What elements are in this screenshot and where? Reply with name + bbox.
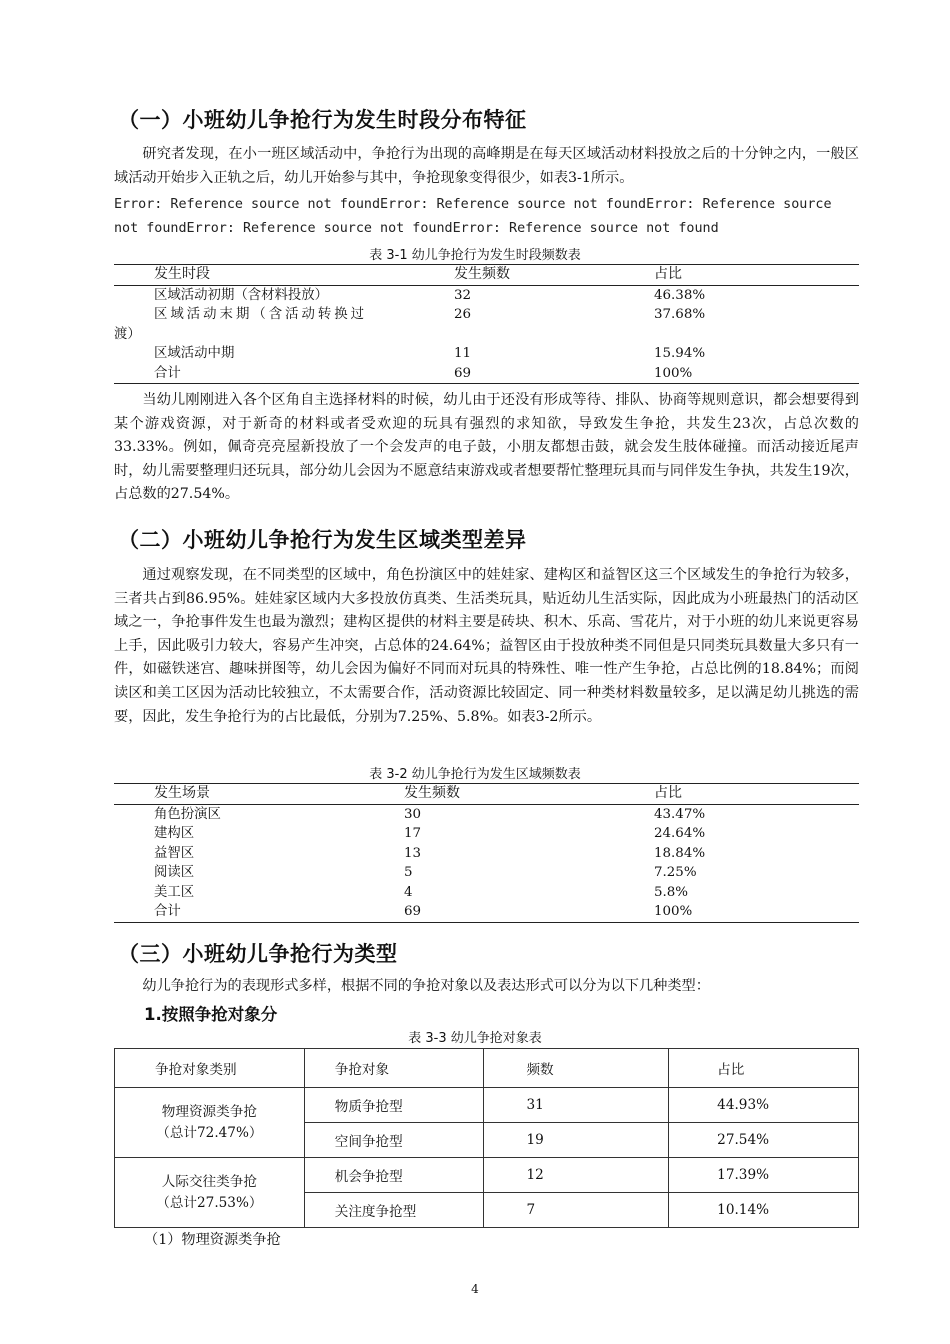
table-3-1-caption: 表 3-1 幼儿争抢行为发生时段频数表 bbox=[369, 248, 581, 263]
table-3-1 bbox=[114, 264, 859, 384]
table-cell: 27.54% bbox=[669, 1123, 859, 1158]
section-3-paragraph-1: 幼儿争抢行为的表现形式多样，根据不同的争抢对象以及表达形式可以分为以下几种类型： bbox=[142, 978, 710, 994]
table-cell: 渡） bbox=[114, 326, 141, 342]
table-cell: 13 bbox=[404, 845, 422, 861]
table-cell: 18.84% bbox=[654, 845, 706, 861]
header-cell: 占比 bbox=[654, 265, 859, 286]
table-row bbox=[114, 902, 859, 922]
table-3-2 bbox=[114, 783, 859, 923]
table-row bbox=[114, 344, 859, 364]
table-cell: 11 bbox=[454, 346, 472, 361]
table-cell: 100% bbox=[654, 364, 859, 384]
table-row bbox=[114, 863, 859, 883]
table-cell: 17.39% bbox=[669, 1158, 859, 1193]
header-cell: 占比 bbox=[654, 784, 859, 805]
header-cell: 频数 bbox=[484, 1049, 669, 1088]
table-3-3-caption: 表 3-3 幼儿争抢对象表 bbox=[408, 1031, 542, 1046]
table-cell: 4 bbox=[404, 884, 413, 900]
table-cell: 7 bbox=[484, 1193, 669, 1228]
category-total: （总计72.47%） bbox=[156, 1124, 263, 1141]
table-cell: 区域活动中期 bbox=[154, 346, 235, 361]
table-3-2-caption: 表 3-2 幼儿争抢行为发生区域频数表 bbox=[369, 767, 581, 782]
table-cell: 关注度争抢型 bbox=[304, 1193, 484, 1228]
header-cell: 占比 bbox=[669, 1049, 859, 1088]
table-cell: 37.68% bbox=[654, 307, 706, 322]
category-name: 物理资源类争抢 bbox=[161, 1103, 257, 1120]
table-cell: 44.93% bbox=[669, 1088, 859, 1123]
table-cell: 19 bbox=[484, 1123, 669, 1158]
table-cell bbox=[454, 325, 654, 345]
table-cell: 建构区 bbox=[154, 826, 195, 841]
table-cell: 机会争抢型 bbox=[304, 1158, 484, 1193]
section-1-heading: （一）小班幼儿争抢行为发生时段分布特征 bbox=[118, 108, 527, 132]
table-cell bbox=[654, 325, 859, 345]
table-cell: 43.47% bbox=[654, 806, 706, 822]
table-row bbox=[115, 1158, 859, 1193]
error-line-1: Error: Reference source not foundError: Reference source not foundError: Reference source bbox=[114, 197, 832, 212]
header-cell: 发生场景 bbox=[114, 784, 404, 805]
table-header-row bbox=[115, 1049, 859, 1088]
header-cell: 发生时段 bbox=[114, 265, 454, 286]
header-cell: 发生频数 bbox=[404, 784, 654, 805]
table-cell: 空间争抢型 bbox=[304, 1123, 484, 1158]
table-cell: 合计 bbox=[114, 902, 404, 922]
table-cell: 区域活动末期（含活动转换过 bbox=[154, 307, 368, 322]
table-row bbox=[114, 883, 859, 903]
section-1-paragraph-2: 当幼儿刚刚进入各个区角自主选择材料的时候，幼儿由于还没有形成等待、排队、协商等规则意识，都会想要得到某个游戏资源，对于新奇的材料或者受欢迎的玩具有强烈的求知欲，导致发生争抢，共发生23次，占总次数的33.33%。例如，佩奇亮亮屋新投放了一个会发声的电子鼓，小朋友都想击鼓，就会发生肢体碰撞。而活动接近尾声时，幼儿需要整理归还玩具，部分幼儿会因为不愿意结束游戏或者想要帮忙整理玩具而与同伴发生争执，共发生19次，占总数的27.54%。 bbox=[114, 392, 859, 503]
table-row bbox=[115, 1088, 859, 1123]
category-cell bbox=[115, 1088, 305, 1158]
section-3-heading: （三）小班幼儿争抢行为类型 bbox=[118, 942, 398, 966]
table-row bbox=[114, 364, 859, 384]
table-row bbox=[114, 305, 859, 325]
section-2-heading: （二）小班幼儿争抢行为发生区域类型差异 bbox=[118, 528, 527, 552]
table-header-row bbox=[114, 784, 859, 805]
table-cell: 31 bbox=[484, 1088, 669, 1123]
table-cell: 69 bbox=[404, 902, 654, 922]
header-cell: 争抢对象 bbox=[304, 1049, 484, 1088]
table-cell: 角色扮演区 bbox=[154, 806, 221, 822]
table-3-3 bbox=[114, 1048, 859, 1228]
table-cell: 100% bbox=[654, 902, 859, 922]
subsection-label: （1）物理资源类争抢 bbox=[144, 1232, 281, 1248]
table-cell: 46.38% bbox=[654, 287, 706, 303]
table-cell: 24.64% bbox=[654, 826, 706, 841]
category-name: 人际交往类争抢 bbox=[161, 1173, 257, 1190]
table-header-row bbox=[114, 265, 859, 286]
table-cell: 30 bbox=[404, 806, 422, 822]
table-cell: 区域活动初期（含材料投放） bbox=[154, 287, 329, 303]
section-1-paragraph-1: 研究者发现，在小一班区域活动中，争抢行为出现的高峰期是在每天区域活动材料投放之后的十分钟之内，一般区域活动开始步入正轨之后，幼儿开始参与其中，争抢现象变得很少，如表3-1所示。 bbox=[114, 146, 859, 186]
table-cell: 10.14% bbox=[669, 1193, 859, 1228]
table-cell: 5 bbox=[404, 865, 413, 880]
table-row bbox=[114, 844, 859, 864]
category-total: （总计27.53%） bbox=[156, 1194, 263, 1211]
table-cell: 合计 bbox=[114, 364, 454, 384]
error-line-2: not foundError: Reference source not foundError: Reference source not found bbox=[114, 221, 719, 236]
table-row bbox=[114, 824, 859, 844]
table-cell: 益智区 bbox=[154, 845, 195, 861]
table-cell: 26 bbox=[454, 307, 472, 322]
header-cell: 争抢对象类别 bbox=[115, 1049, 305, 1088]
table-cell: 69 bbox=[454, 364, 654, 384]
table-row bbox=[114, 804, 859, 824]
table-row bbox=[114, 325, 859, 345]
category-cell bbox=[115, 1158, 305, 1228]
header-cell: 发生频数 bbox=[454, 265, 654, 286]
table-cell: 32 bbox=[454, 287, 472, 303]
table-cell: 美工区 bbox=[154, 884, 195, 900]
table-cell: 5.8% bbox=[654, 884, 689, 900]
table-cell: 物质争抢型 bbox=[304, 1088, 484, 1123]
table-cell: 17 bbox=[404, 826, 422, 841]
table-row bbox=[114, 285, 859, 305]
table-cell: 7.25% bbox=[654, 865, 697, 880]
page-number: 4 bbox=[471, 1282, 479, 1296]
section-2-paragraph-1: 通过观察发现，在不同类型的区域中，角色扮演区中的娃娃家、建构区和益智区这三个区域发生的争抢行为较多，三者共占到86.95%。娃娃家区域内大多投放仿真类、生活类玩具，贴近幼儿生活实际，因此成为小班最热门的活动区域之一，争抢事件发生也最为激烈；建构区提供的材料主要是砖块、积木、乐高、雪花片，对于小班的幼儿来说更容易上手，因此吸引力较大，容易产生冲突，占总体的24.64%；益智区由于投放种类不同但是只同类玩具数量大多只有一件，如磁铁迷宫、趣味拼图等，幼儿会因为偏好不同而对玩具的特殊性、唯一性产生争抢，占总比例的18.84%；而阅读区和美工区因为活动比较独立，不太需要合作，活动资源比较固定、同一种类材料数量较多，足以满足幼儿挑选的需要，因此，发生争抢行为的占比最低，分别为7.25%、5.8%。如表3-2所示。 bbox=[114, 567, 859, 725]
table-cell: 15.94% bbox=[654, 346, 706, 361]
table-cell: 阅读区 bbox=[154, 865, 195, 880]
section-3-subheading: 1.按照争抢对象分 bbox=[144, 1005, 278, 1024]
table-cell: 12 bbox=[484, 1158, 669, 1193]
